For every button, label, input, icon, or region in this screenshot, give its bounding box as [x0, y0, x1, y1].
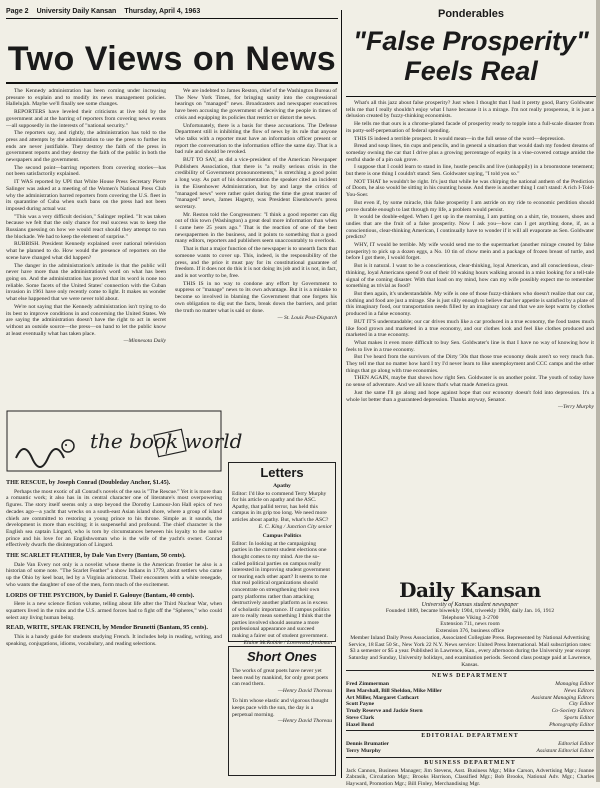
staff-row — [346, 701, 594, 708]
column-divider — [341, 10, 342, 778]
staff-name: Fred Zimmerman — [346, 681, 389, 688]
editorial-dept-heading: EDITORIAL DEPARTMENT — [421, 733, 519, 740]
ponderables-author: —Terry Murphy — [558, 404, 594, 411]
paragraph: Just the same I'll go along and hope against hope that our economy doesn't fold into depression. It's a whole lot better than a guaranteed depression. Thanks anyway, Senator. — [346, 389, 594, 403]
staff-row — [346, 741, 594, 748]
book-world-banner — [6, 410, 243, 472]
paragraph: NOT THAT he wouldn't be right. It's just that while he was chirping the national anthem of the Prediction of Doom, he also would be sitting in his counting house. And there is another thing I can't stand: A rich I-Told-You-Soer. — [346, 178, 594, 199]
review-body: This is a handy guide for students studying French. It includes help in reading, writing, and speaking, conjugations, idioms, vocabulary, and reading selections. — [6, 634, 222, 647]
business-staff: Jack Cannon, Business Manager; Jim Stevens, Asst. Business Mgr.; Mike Carson, Advertising Mgr.; Joanne Zabrasik, Circulation Mgr.; Brooks Harrison, Classified Mgr.; Bob Brooks, National Adv. Mgr.; Charles Hayward, Promotion Mgr.; Bill Finley, Merchandising Mgr. — [346, 767, 594, 788]
masthead-info-line: Telephone Viking 3-2700 — [441, 614, 499, 621]
masthead-title: Daily Kansan — [399, 578, 541, 602]
review-heading: THE SCARLET FEATHER, by Dale Van Every (Bantam, 50 cents). — [6, 552, 186, 560]
paragraph: What makes it even more difficult to buy Sen. Goldwater's line is that I have no way of knowing how it feels to live in a true economy. — [346, 339, 594, 353]
staff-role: Editorial Editor — [558, 741, 594, 748]
editorial-2-source: — St. Louis Post-Dispatch — [277, 315, 337, 322]
paragraph: Bread and soup lines, tin cups and pencils, and in general a situation that would dash my fondest dreams of someday owning the car that I drive plus a growing percentage of equity in a vine-covered cottage amidst the restful shade of a pin oak grove. — [346, 143, 594, 163]
review-heading: READ, WRITE, SPEAK FRENCH, by Mendor Brunetti (Bantam, 95 cents). — [6, 624, 208, 632]
masthead-info-line: Founded 1889, became biweekly 1904, triweekly 1908, daily Jan. 16, 1912 — [385, 608, 555, 614]
headline-rule — [6, 82, 338, 84]
letter-signature: E. C. King / Junction City senior — [258, 523, 332, 530]
staff-name: Dennis Brumatier — [346, 741, 390, 748]
paragraph: BUT TO SAY, as did a vice-president of the American Newspaper Publishers Association, that there is "a really serious crisis in the credibility of Government pronouncements," is stretching a good point a long way. As part of his documentation the speaker cited an incident in the Eisenhower Administration, but by and large the critics of "managed news" were rather quiet during the time the great master of "managed" news, James Hagerty, was President Eisenhower's press secretary. — [175, 157, 337, 210]
masthead-info-line: Extension 711, news room — [440, 621, 500, 628]
editorial-headline: Two Views on News — [7, 40, 337, 78]
letter-heading: Apathy — [273, 483, 291, 489]
paragraph: IT WAS reported by UPI that White House Press Secretary Pierre Salinger was asked at a meeting of the Women's National Press Club why the administration barred reporters from covering the U.S. fleet in its quarantine of Cuba when such bans on the press had not been imposed during actual war. — [6, 179, 166, 212]
paragraph: REPORTERS have leveled their criticisms at live told by the government and at the barring of reporters from covering news events—all supposedly in the interests of "national security." — [6, 109, 166, 129]
paragraph: But even if, by some miracle, this false prosperity I am astride on my ride to economic perdition should prove durable enough to last through my life, a problem would persist. — [346, 199, 594, 213]
staff-row — [346, 681, 594, 688]
issue-date: Thursday, April 4, 1963 — [124, 8, 201, 15]
ponderables-headline-line-2: Feels Real — [404, 56, 538, 87]
staff-name: Scott Payne — [346, 701, 375, 708]
paragraph: WHY, IT would be terrible. My wife would send me to the supermarket (another mirage created by false prosperity) to pick up a dozen eggs, a No. 10 tin of chow mein and a package of frozen breast of turtle, and before I got there, I would forget. — [346, 242, 594, 262]
paragraph: BUT IT'S understandable; our car drives much like a car produced in a true economy, the food tastes much like food grown and marketed in a true economy, and our clothes look and feel like clothes produced and marketed in a true economy. — [346, 318, 594, 339]
quote-author: —Henry David Thoreau — [277, 718, 332, 725]
letters-box — [228, 462, 336, 646]
staff-role: Assistant Managing Editors — [531, 694, 594, 701]
news-dept-heading: NEWS DEPARTMENT — [431, 673, 509, 680]
ponderables-headline — [346, 26, 596, 86]
paragraph: THEN AGAIN, maybe that shows how right Sen. Goldwater is on another point. The youth of today have no sense of adventure. And we all know that's what made America great. — [346, 375, 594, 389]
paper-name: University Daily Kansan — [36, 8, 117, 15]
ponderables-column — [346, 100, 594, 570]
staff-name: Art Miller, Margaret Cathcart — [346, 694, 419, 701]
paragraph: The reporters say, and rightly, the administration has told to the press and attempts by the administration to use the press to further its ends are never justifiable. They destroy the faith of the press in government reports and they destroy the faith of the public in both the newspapers and the government. — [6, 130, 166, 164]
editorial-column-2 — [175, 88, 337, 406]
editorial-column-1 — [6, 88, 166, 406]
ponderables-rule — [346, 96, 596, 97]
ponderables-tag: Ponderables — [437, 8, 505, 20]
paragraph: THIS IS in no way to condone any effort by Government to suppress or "manage" news to its own advantage. But it is a mistake to become so involved in blaming the Government that one forgets his own obligation to dig out the facts, break down the barriers, and print the truth no matter what is said or done. — [175, 280, 337, 314]
staff-role: Sports Editor — [564, 714, 594, 721]
page-edge — [596, 0, 600, 782]
paragraph: The danger in the administration's attitude is that the public will never have more than the administration's word on what has been going on. And the administration has proved that its word is none too reliable. Some facets of the United States' connection with the Cuban invasion in 1961 have only recently come to light. It makes us wonder what else happened that we were never told about. — [6, 262, 166, 303]
staff-row — [346, 715, 594, 722]
letter-body: Editor: In looking at the campaigning parties in the current student elections one thought comes to my mind. Are the so-called political parties on campus really interested in improving student government or tearing each other apart? It seems to me that real political organizations should concentrate on strengthening their own party platforms rather than attacking destructively another platform as in excess of scholastic importance. If campus politics are to really mean something I think that the parties involved should assume a more professional appearance and succeed making a fairer out of student government. — [232, 540, 332, 640]
staff-row — [346, 708, 594, 715]
paragraph: The Kennedy administration has been coming under increasing pressure to explain and to modify its news management policies. Hallelujah. Maybe we'll finally see some changes. — [6, 88, 166, 108]
review-body: Here is a new science fiction volume, telling about life after the Third Nuclear War, when squatters lived in the ruins and the U.S. armed forces had to fight off the "Spheres," who could select any living human being. — [6, 601, 222, 621]
short-ones-box — [228, 646, 336, 776]
staff-role: City Editor — [568, 701, 594, 708]
paragraph: THIS IS indeed a terrible prospect. It would mean—in the full sense of the word—depression. — [354, 135, 565, 142]
business-dept-heading: BUSINESS DEPARTMENT — [424, 759, 516, 766]
masthead-info-line: Extension 376, business office — [435, 628, 505, 635]
paragraph: We are indebted to James Reston, chief of the Washington Bureau of The New York Times, for bringing sanity into the congressional hearings on "managed" news. Broadcasters and newspaper executives have been accusing the government of deceiving the people in times of crisis and equipping its policies that restrict or distort the news. — [175, 88, 337, 121]
paragraph: But I've heard from the survivors of the Dirty '30s that those true economy deals aren't so very much fun. They tell me that no matter how hard I try I'd never learn to like unemployment and CCC camps and the other things that go along with true economies. — [346, 354, 594, 374]
review-body: Dale Van Every not only is a novelist whose theme is the American frontier he also is a historian of some note. "The Scarlet Feather" a show Indians in 1779, about settlers who came up the Ohio by keel boat, led by a Virginia aristocrat. Their encounters with a white renegade, who wants the daughter of one of the men, form much of the excitement. — [6, 561, 222, 588]
masthead-info-line: Member Inland Daily Press Association, Associated Collegiate Press. Represented by National Advertising Service, 18 East 50 St., New York 22 N.Y. News service: United Press International. Mail subscription rates: $3 a semester or $5 a year. Published in Lawrence, Kan., every afternoon during the University year except Saturday and Sunday, University holidays, and examination periods. Second class postage paid at Lawrence, Kansas. — [348, 634, 592, 668]
page-number: Page 2 — [6, 8, 29, 15]
page-header — [6, 8, 336, 15]
editorial-1-source: —Minnesota Daily — [123, 338, 166, 345]
staff-row — [346, 695, 594, 702]
bookworm-illustration — [6, 410, 243, 472]
letter-body: Editor: I'd like to commend Terry Murphy for his article on apathy and the ASC. Apathy, that pallid terror, has held this campus in its grip too long. We need more articles about apathy. But, what's the ASC? — [232, 490, 329, 523]
book-world-title: the book world — [90, 429, 243, 453]
staff-name: Ben Marshall, Bill Sheldon, Mike Miller — [346, 688, 442, 695]
staff-row — [346, 688, 594, 695]
letters-title: Letters — [260, 465, 304, 480]
short-ones-title: Short Ones — [246, 649, 318, 664]
paragraph: That is that a major function of the newspaper is to unearth facts that someone wants to cover up. This, indeed, is the responsibility of the press, and the price it must pay for its constitutional guarantee of freedom. If it does not do this it is not doing its job and it is not, in fact, and is not worthy to be, free. — [175, 246, 337, 279]
staff-name: Trudy Reserve and Jackie Stern — [346, 708, 423, 715]
paragraph: He tells me that ours is a chrome-plated facade of prosperity ready to topple into a full-scale disaster from its potty-self-perpetuation of federal spending. — [346, 121, 594, 134]
paragraph: The second point—barring reporters from covering stories—has not been satisfactorily explained. — [6, 164, 166, 178]
paragraph: "This was a very difficult decision," Salinger replied. "It was taken because we felt that the only chance for real success was to keep the Russians guessing on how we would react should they attempt to run the blockade. We had to keep the element of surprise." — [6, 213, 166, 240]
masthead-subtitle: University of Kansas student newspaper — [421, 602, 519, 608]
review-heading: THE RESCUE, by Joseph Conrad (Doubleday Anchor, $1.45). — [6, 479, 171, 486]
staff-name: Hazel Bond — [346, 721, 374, 728]
staff-role: News Editors — [564, 688, 594, 695]
book-reviews — [6, 476, 222, 776]
staff-role: Photography Editor — [549, 721, 594, 728]
quote-text: To him whose elastic and vigorous thought keeps pace with the sun, the day is a perpetual morning. — [232, 698, 329, 718]
ponderables-headline-line-1: "False Prosperity" — [353, 26, 589, 56]
paragraph: Unfortunately, there is a basis for these accusations. The Defense Department still is inhibiting the flow of news by its rule that anyone who talks with a reporter must have an information officer present or report the conversation to the information office the same day. That is a bad rule and should be revoked. — [175, 122, 337, 156]
header-rule — [6, 18, 338, 19]
staff-row — [346, 722, 594, 729]
paragraph: But is it natural. I want to be a conscientious, clear-thinking, loyal American, and all conscientious, clear-thinking, loyal Americans spend 9 out of their 10 waking hours walking around in a mist looking for a tell-tale signal of the coming disaster. With that load on my mind, how can my wife possibly expect me to remember something as trivial as food? — [346, 263, 594, 290]
masthead — [346, 578, 594, 788]
staff-row — [346, 748, 594, 755]
review-body: Perhaps the most exotic of all Conrad's novels of the sea is "The Rescue." Yet it is more than a romantic work; it also has in its central character one of literature's most overpowering figures. The story itself seems only a step beyond the Dorothy Lamour-Jon Hall epics of two decades ago—a yacht that wrecks on a south-east Asian island shore, where a group of island chiefs are committed to restoring a young prince to his throne. Simple as it sounds, the development is more than exciting; it is suspenseful and profound. The chief character is the English sea captain Lingard, who is torn by circumstances between his loyalty to the native prince and his love for an Englishwoman who is the wife of the yacht's owner. Conrad effectively dwarfs the disintegration of Lingard. — [6, 488, 222, 549]
paragraph: What's all this jazz about false prosperity? Just when I thought that I had it pretty good, Barry Goldwater tells me that I really shouldn't enjoy what I have because it is a mirage. I'm not really prosperous, it is just a delusion created by fuzzy-thinking economists. — [346, 100, 594, 120]
staff-role: Co-Society Editors — [551, 708, 594, 715]
staff-role: Assistant Editorial Editor — [536, 747, 594, 754]
quote-author: —Henry David Thoreau — [277, 687, 332, 694]
staff-name: Steve Clark — [346, 714, 375, 721]
staff-name: Terry Murphy — [346, 747, 381, 754]
staff-role: Managing Editor — [555, 681, 594, 688]
paragraph: I suppose that I could learn to stand in line, hustle pencils and live (unhappily) in a broomstone tenement; but there is one thing I couldn't stand: Sen. Goldwater saying, "I told you so." — [346, 164, 594, 178]
paragraph: Mr. Reston told the Congressmen: "I think a good reporter can dig out of this town (Washington) a great deal more information than when I came here 25 years ago." That is the reaction of one of the best newspapermen in the business, and it points to something that a good many editors, reporters and publishers seem unaccountably to overlook. — [175, 211, 337, 245]
paragraph: RUBBISH. President Kennedy explained over national television what he planned to do. How would the presence of reporters on the scene have changed what did happen? — [6, 241, 166, 261]
paragraph: But then again, it's understandable. My wife is one of those fuzzy-thinkers who doesn't realize that our car, clothing and food are just a mirage. She is just silly enough to believe that her appetite is satisfied by a plate of this imaginary food, our transportation needs filled by an imaginary car and that we are kept warm by clothes produced in a false economy. — [346, 290, 594, 318]
letter-signature: Elaine McRobbie / Lovewood freshman — [243, 639, 332, 646]
review-heading: LORDS OF THE PSYCHON, by Daniel F. Galouye (Bantam, 40 cents). — [6, 591, 195, 599]
quote-text: The works of great poets have never yet been read by mankind, for only great poets can read them. — [232, 668, 328, 688]
paragraph: We're not saying that the Kennedy administration isn't trying to do its best to improve conditions in and concerning the United States. We are saying the administration doesn't have the right to act in secret without an outside source—the press—on hand to let the public know at least eventually what has taken place. — [6, 303, 166, 337]
letter-heading: Campus Politics — [262, 533, 302, 540]
paragraph: It would be double-edged. When I get up in the morning, I am putting on a shirt, tie, trousers, shoes and undies that are the fruit of a false prosperity. Now I ask you—how can I get anything done, if, as a conscientious, clear-thinking American, I continually have to wonder if it will all evaporate as Sen. Goldwater predicts? — [346, 214, 594, 241]
